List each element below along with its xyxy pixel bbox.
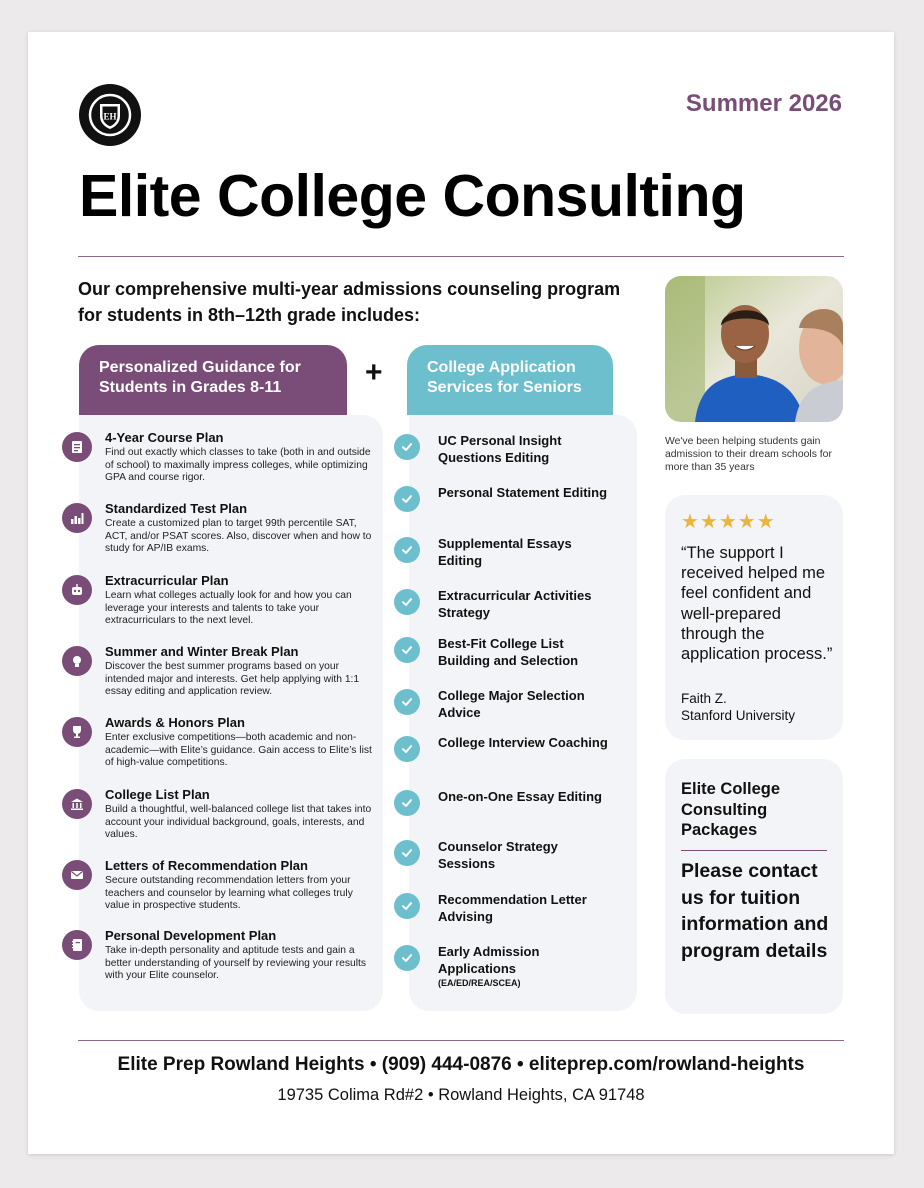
envelope-icon <box>62 860 92 890</box>
flyer-page <box>28 32 894 1154</box>
service-title: UC Personal Insight Questions Editing <box>438 433 562 465</box>
author-school: Stanford University <box>681 708 796 723</box>
intro-text: Our comprehensive multi-year admissions counseling program for students in 8th–12th grade includes: <box>78 279 621 325</box>
check-icon <box>394 637 420 663</box>
check-icon <box>394 434 420 460</box>
check-icon <box>394 736 420 762</box>
packages-heading: Elite College Consulting Packages <box>681 780 781 839</box>
author-name: Faith Z. <box>681 691 727 706</box>
check-icon <box>394 945 420 971</box>
check-icon <box>394 893 420 919</box>
guidance-tab-heading: Personalized Guidance for Students in Grades 8-11 <box>79 345 347 415</box>
plan-description: Learn what colleges actually look for and how you can leverage your interests and talents to take your extracurriculars to the next level. <box>105 590 352 627</box>
plan-description: Take in-depth personality and aptitude tests and gain a better understanding of yourself by reviewing your results with your Elite counselor. <box>105 945 366 982</box>
plan-title: Awards & Honors Plan <box>105 715 245 730</box>
lightbulb-icon <box>62 646 92 676</box>
plan-title: Letters of Recommendation Plan <box>105 858 308 873</box>
university-icon <box>62 789 92 819</box>
footer-address: 19735 Colima Rd#2 • Rowland Heights, CA 91748 <box>277 1086 645 1104</box>
plan-description: Find out exactly which classes to take (both in and outside of school) to maximally impress colleges, while optimizing GPA and course rigor. <box>105 447 371 484</box>
page-title: Elite College Consulting <box>79 163 746 229</box>
check-icon <box>394 537 420 563</box>
service-title: One-on-One Essay Editing <box>438 789 602 804</box>
plan-description: Create a customized plan to target 99th percentile SAT, ACT, and/or PSAT scores. Also, discover when and how to study for AP/IB exams. <box>105 518 372 555</box>
service-subtitle: (EA/ED/REA/SCEA) <box>438 978 521 988</box>
plan-title: College List Plan <box>105 787 210 802</box>
footer-divider <box>78 1040 844 1041</box>
plan-description: Secure outstanding recommendation letters from your teachers and counselor by learning what colleges truly value in prospective students. <box>105 875 353 912</box>
testimonial-card <box>665 495 843 740</box>
svg-text:EH: EH <box>103 111 117 122</box>
student-photo <box>665 276 843 422</box>
services-tab-heading: College Application Services for Seniors <box>407 345 613 415</box>
check-icon <box>394 486 420 512</box>
bar-chart-icon <box>62 503 92 533</box>
trophy-icon <box>62 717 92 747</box>
plus-sign: + <box>365 356 383 389</box>
plan-title: Extracurricular Plan <box>105 573 229 588</box>
check-icon <box>394 689 420 715</box>
plan-title: Personal Development Plan <box>105 928 277 943</box>
testimonial-author <box>681 690 795 724</box>
rating-stars-icon: ★★★★★ <box>681 511 776 533</box>
plan-title: 4-Year Course Plan <box>105 430 224 445</box>
robot-icon <box>62 575 92 605</box>
service-title <box>438 944 618 989</box>
service-title: Personal Statement Editing <box>438 485 608 500</box>
service-title: Supplemental Essays Editing <box>438 536 572 568</box>
plan-description: Enter exclusive competitions—both academic and non-academic—with Elite’s guidance. Gain access to Elite’s list of high-value competitions. <box>105 732 372 769</box>
packages-divider <box>681 850 827 851</box>
check-icon <box>394 790 420 816</box>
photo-caption: We've been helping students gain admission to their dream schools for more than 35 years <box>665 436 832 473</box>
plan-title: Standardized Test Plan <box>105 501 248 516</box>
footer-contact: Elite Prep Rowland Heights • (909) 444-0876 • eliteprep.com/rowland-heights <box>117 1054 805 1075</box>
packages-contact-text: Please contact us for tuition information and program details <box>681 860 829 962</box>
plan-title: Summer and Winter Break Plan <box>105 644 299 659</box>
service-title-text: Early Admission Applications <box>438 944 540 976</box>
service-title: Best-Fit College List Building and Selection <box>438 636 579 668</box>
service-title: Extracurricular Activities Strategy <box>438 588 592 620</box>
shield-logo-icon <box>79 84 141 146</box>
testimonial-quote: “The support I received helped me feel confident and well-prepared through the application process.” <box>681 544 833 664</box>
season-label: Summer 2026 <box>685 90 842 117</box>
notebook-icon <box>62 930 92 960</box>
service-title: College Interview Coaching <box>438 735 608 750</box>
plan-description: Discover the best summer programs based on your intended major and interests. Get help applying with 1:1 essay editing and application review. <box>105 661 360 698</box>
service-title: College Major Selection Advice <box>438 688 585 720</box>
check-icon <box>394 840 420 866</box>
check-icon <box>394 589 420 615</box>
course-plan-icon <box>62 432 92 462</box>
header-divider <box>78 256 844 257</box>
service-title: Recommendation Letter Advising <box>438 892 587 924</box>
service-title: Counselor Strategy Sessions <box>438 839 558 871</box>
packages-card <box>665 759 843 1014</box>
plan-description: Build a thoughtful, well-balanced college list that takes into account your individual background, goals, interests, and values. <box>105 804 372 841</box>
